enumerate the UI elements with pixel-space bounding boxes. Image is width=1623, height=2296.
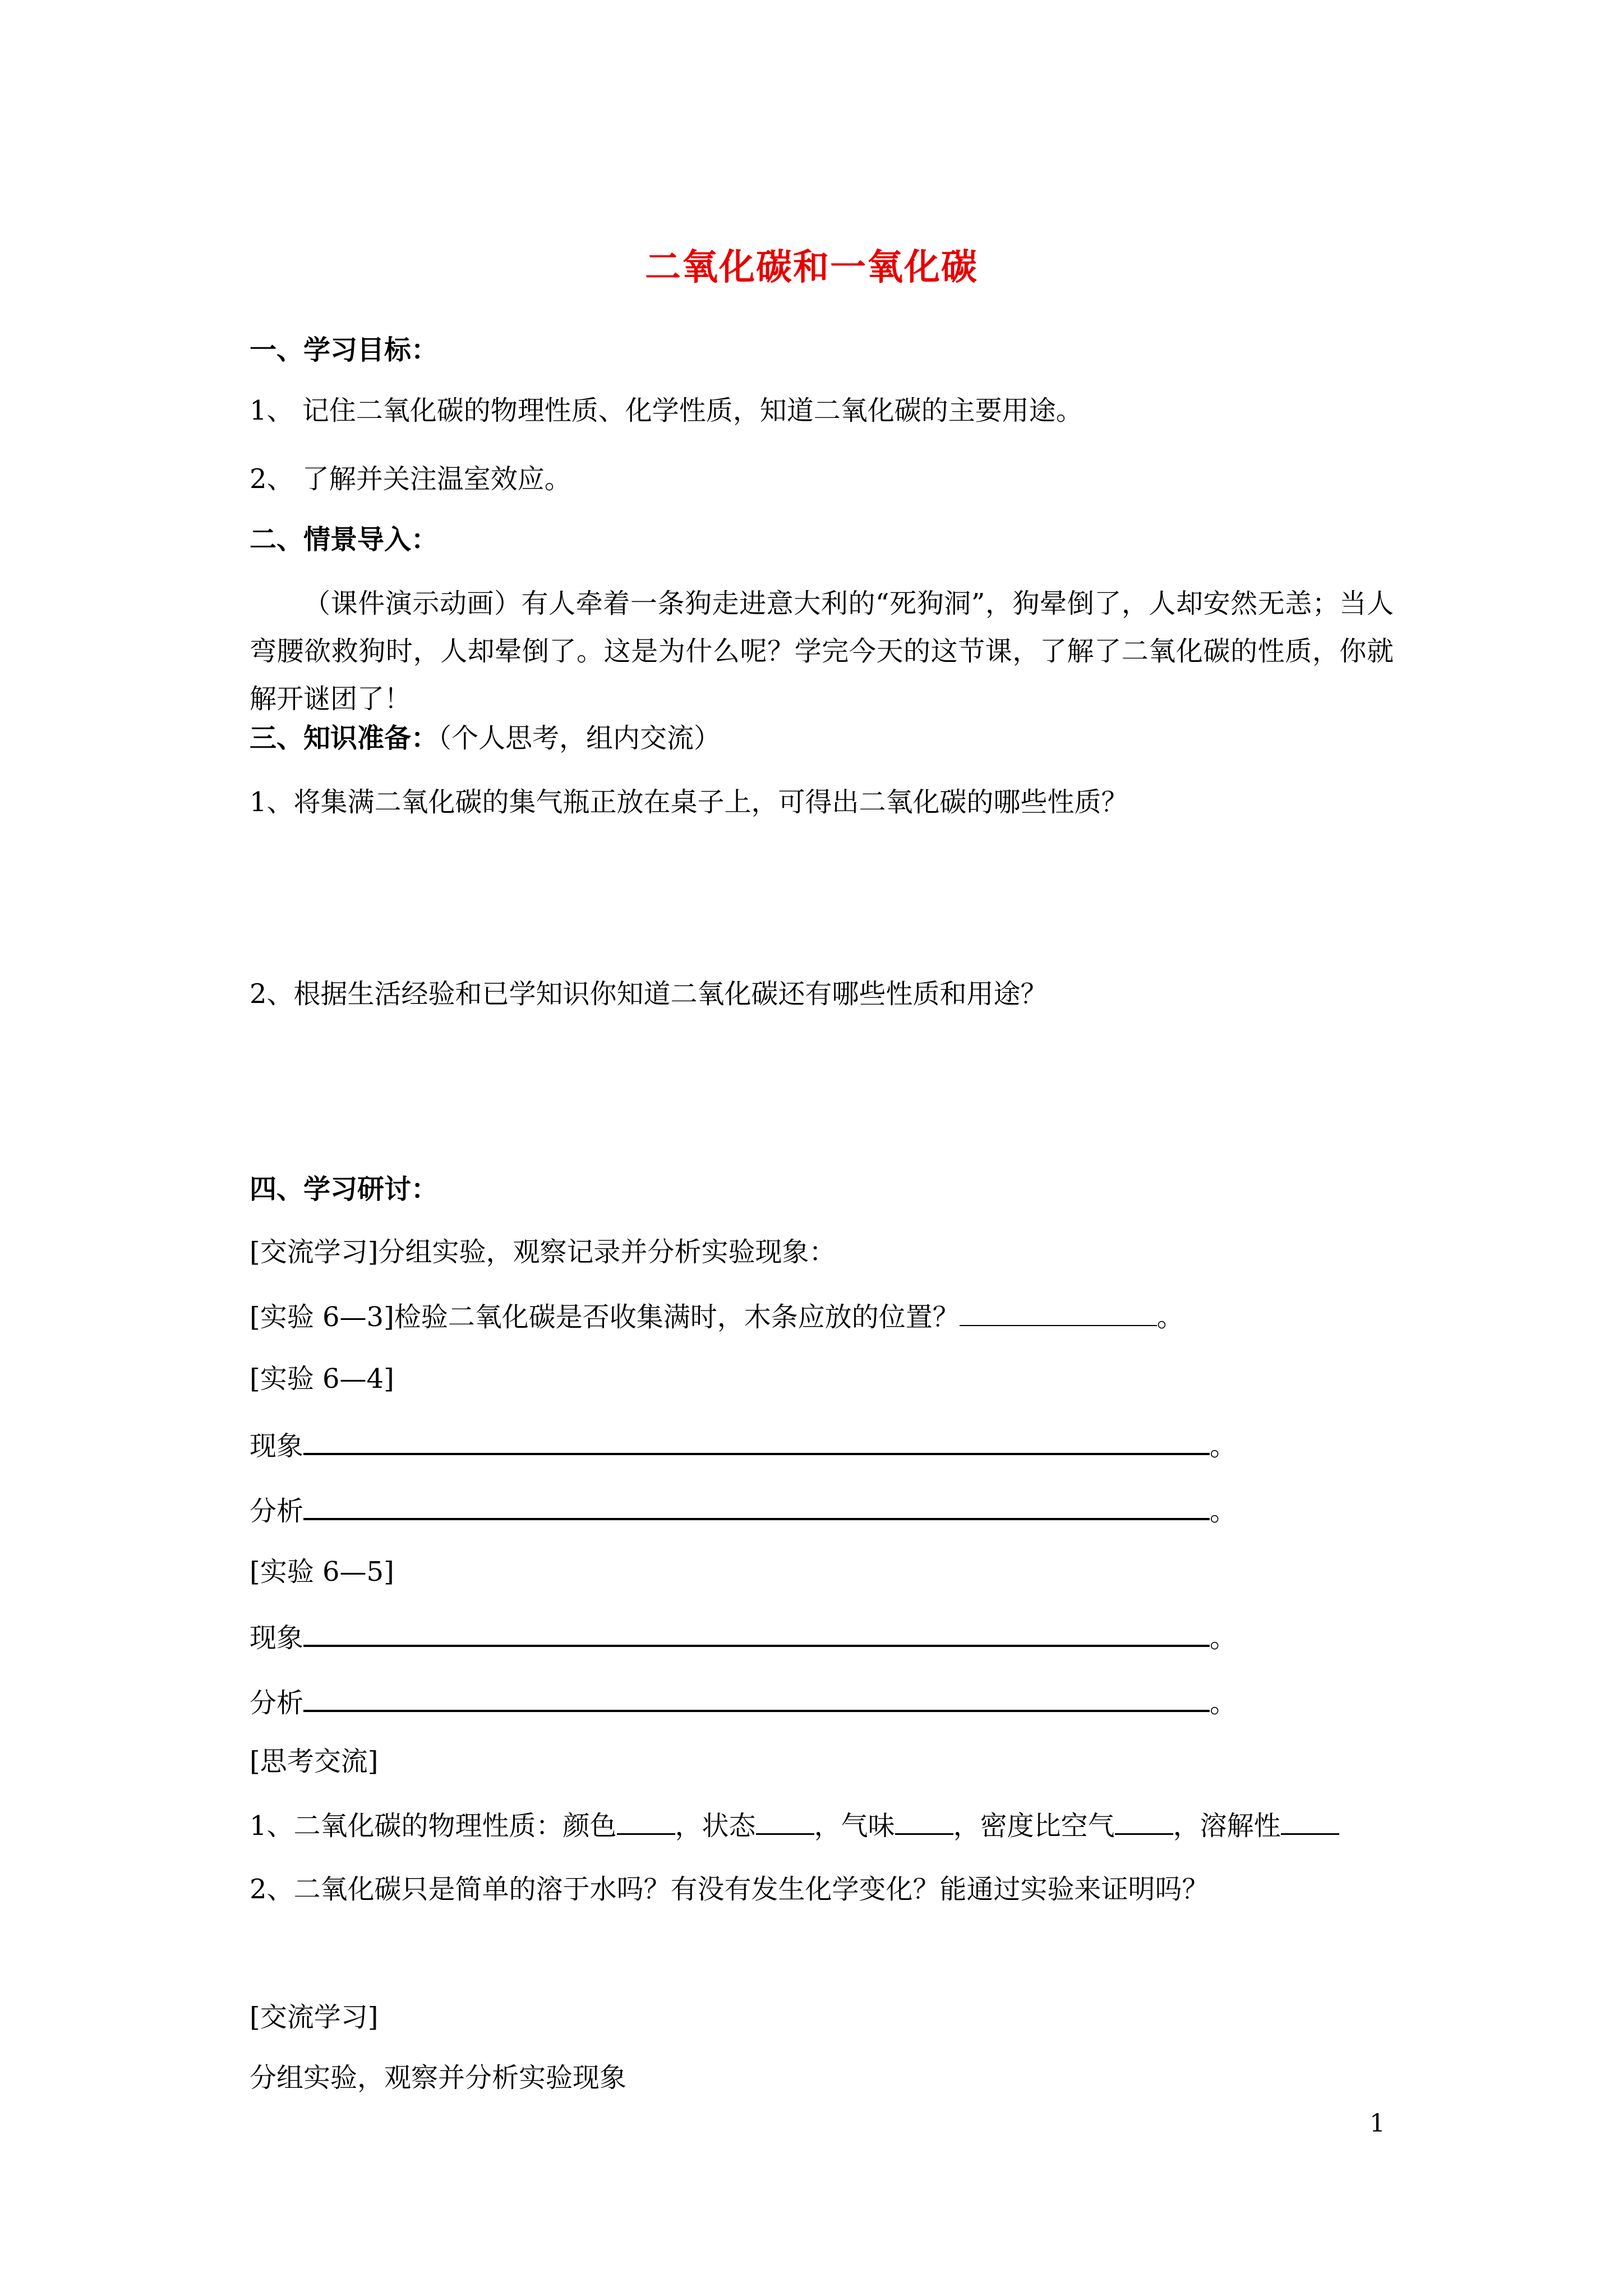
section-heading-scenario: 二、情景导入：: [250, 524, 439, 555]
period: 。: [1210, 1430, 1237, 1462]
state-label: ，状态: [675, 1810, 756, 1842]
document-title: 二氧化碳和一氧化碳: [645, 247, 978, 288]
preparation-question-2: 2、根据生活经验和已学知识你知道二氧化碳还有哪些性质和用途？: [250, 978, 1048, 1010]
color-blank[interactable]: [617, 1807, 675, 1835]
exp64-phenomenon-blank[interactable]: [303, 1425, 1210, 1455]
exchange-learning-1: [交流学习]分组实验，观察记录并分析实验现象：: [250, 1236, 836, 1268]
solubility-blank[interactable]: [1281, 1807, 1339, 1835]
exp65-phenomenon-row: [250, 1617, 1237, 1656]
scenario-paragraph: （课件演示动画）有人牵着一条狗走进意大利的“死狗洞”，狗晕倒了，人却安然无恙；当人弯腰欲救狗时，人却晕倒了。这是为什么呢？学完今天的这节课，了解了二氧化碳的性质，你就解开谜团了！: [250, 588, 1394, 715]
exp65-analysis-blank[interactable]: [303, 1682, 1210, 1712]
preparation-heading-text: 三、知识准备：: [250, 723, 439, 754]
color-label: 1、二氧化碳的物理性质：颜色: [250, 1810, 617, 1842]
exp65-analysis-row: [250, 1682, 1237, 1721]
experiment-6-3-blank[interactable]: [960, 1300, 1157, 1326]
solubility-label: ，溶解性: [1173, 1810, 1281, 1842]
group-experiment-text: 分组实验，观察并分析实验现象: [250, 2062, 627, 2093]
state-blank[interactable]: [756, 1807, 814, 1835]
preparation-heading-note: （个人思考，组内交流）: [438, 723, 721, 754]
think-question-2: 2、二氧化碳只是简单的溶于水吗？有没有发生化学变化？能通过实验来证明吗？: [250, 1874, 1209, 1905]
analysis-label: 分析: [250, 1687, 304, 1719]
period: 。: [1210, 1496, 1237, 1527]
phenomenon-label: 现象: [250, 1430, 304, 1462]
experiment-6-3-question: [实验 6—3]检验二氧化碳是否收集满时，木条应放的位置？: [250, 1301, 960, 1333]
odor-blank[interactable]: [895, 1807, 953, 1835]
section-heading-preparation: [250, 720, 721, 756]
exp64-phenomenon-row: [250, 1425, 1237, 1464]
density-blank[interactable]: [1115, 1807, 1173, 1835]
physical-properties-row: [250, 1807, 1339, 1844]
experiment-6-3-period: 。: [1156, 1301, 1184, 1333]
exp64-analysis-row: [250, 1490, 1237, 1529]
exp65-phenomenon-blank[interactable]: [303, 1617, 1210, 1647]
experiment-6-4-label: [实验 6—4]: [250, 1363, 394, 1395]
preparation-question-1: 1、将集满二氧化碳的集气瓶正放在桌子上，可得出二氧化碳的哪些性质？: [250, 786, 1128, 818]
phenomenon-label: 现象: [250, 1622, 304, 1654]
odor-label: ，气味: [814, 1810, 895, 1842]
exchange-learning-2: [交流学习]: [250, 2001, 379, 2033]
objective-item-2: 2、 了解并关注温室效应。: [250, 463, 571, 495]
period: 。: [1210, 1622, 1237, 1654]
analysis-label: 分析: [250, 1496, 304, 1527]
think-exchange-label: [思考交流]: [250, 1746, 379, 1777]
experiment-6-3: [250, 1299, 1184, 1335]
page-number: 1: [1370, 2109, 1385, 2138]
section-heading-discussion: 四、学习研讨：: [250, 1174, 439, 1205]
section-heading-objectives: 一、学习目标：: [250, 334, 439, 366]
period: 。: [1210, 1687, 1237, 1719]
objective-item-1: 1、 记住二氧化碳的物理性质、化学性质，知道二氧化碳的主要用途。: [250, 395, 1083, 426]
density-label: ，密度比空气: [953, 1810, 1115, 1842]
exp64-analysis-blank[interactable]: [303, 1490, 1210, 1520]
experiment-6-5-label: [实验 6—5]: [250, 1556, 394, 1588]
